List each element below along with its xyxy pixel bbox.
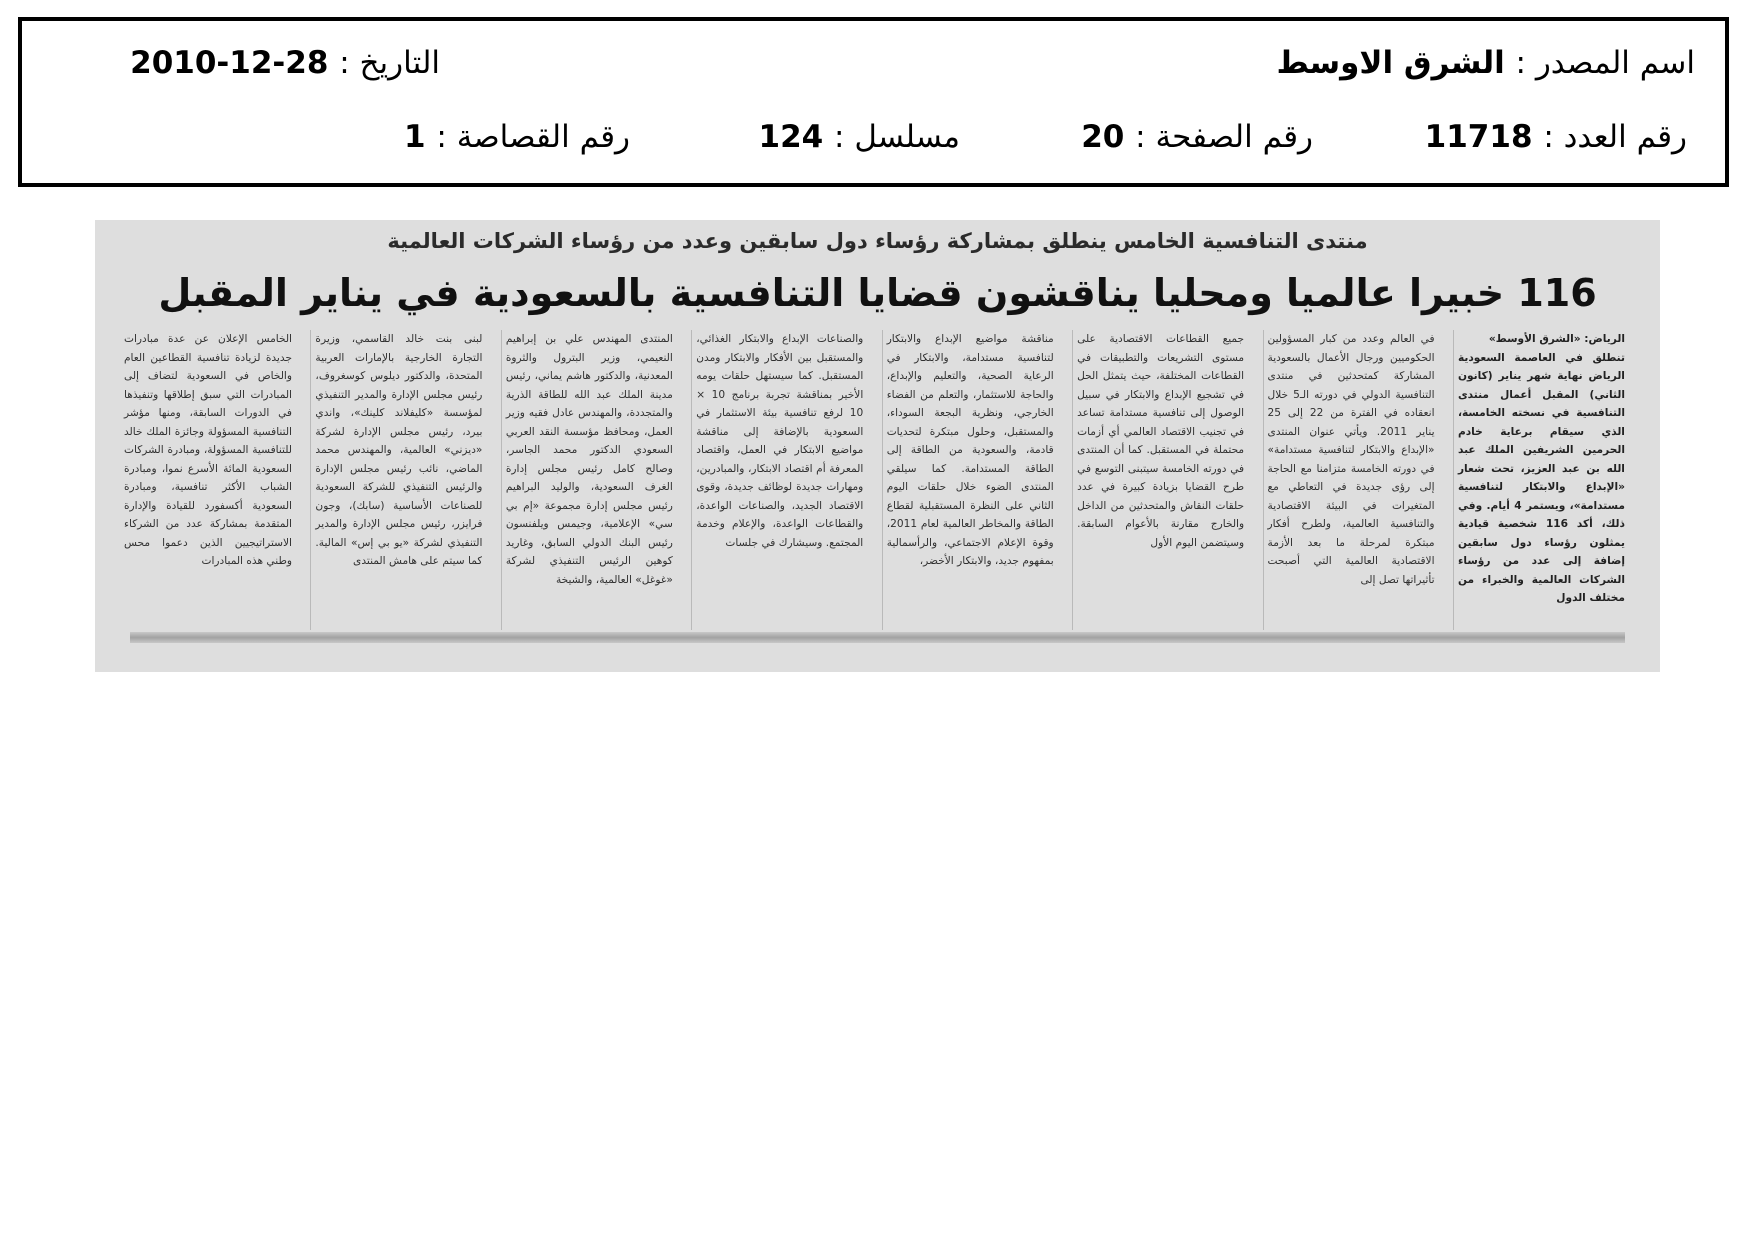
clipping-label: رقم القصاصة : xyxy=(436,119,630,155)
clipping-metadata-box xyxy=(18,17,1729,187)
page-field xyxy=(1081,117,1313,157)
clipping-field xyxy=(404,117,630,157)
article-column-text: جميع القطاعات الاقتصادية على مستوى التشريعات والتطبيقات في القطاعات المختلفة، حيث يتمثل الحل في تشجيع الإبداع والابتكار في سبيل الوصول إلى تنافسية مستدامة تساعد في تجنيب الاقتصاد العالمي أي أزمات محتملة في المستقبل. كما أن المنتدى في دورته الخامسة سيتبنى التوسع في طرح القضايا بزيادة كبيرة في عدد حلقات النقاش والمتحدثين من الداخل والخارج مقارنة بالأعوام السابقة. وسيتضمن اليوم الأول xyxy=(1077,333,1245,549)
article-column-6 xyxy=(501,330,673,630)
serial-label: مسلسل : xyxy=(834,119,960,155)
article-column-text: تنطلق في العاصمة السعودية الرياض نهاية شهر يناير (كانون الثاني) المقبل أعمال منتدى التنافسية في نسخته الخامسة، الذي سيقام برعاية خادم الحرمين الشريفين الملك عبد الله بن عبد العزيز، تحت شعار «الإبداع والابتكار لتنافسية مستدامة»، ويستمر 4 أيام. وفي ذلك، أكد 116 شخصية قيادية يمثلون رؤساء دول سابقين إضافة إلى عدد من رؤساء الشركات العالمية والخبراء من مختلف الدول xyxy=(1457,351,1625,604)
source-value: الشرق الاوسط xyxy=(1276,45,1505,81)
article-column-1 xyxy=(1453,330,1625,630)
article-column-8 xyxy=(120,330,292,630)
article-column-2 xyxy=(1263,330,1435,630)
article-column-5 xyxy=(691,330,863,630)
article-columns xyxy=(120,330,1625,630)
date-field xyxy=(130,43,440,83)
article-column-3 xyxy=(1072,330,1244,630)
issue-field xyxy=(1425,117,1687,157)
article-headline: 116 خبيرا عالميا ومحليا يناقشون قضايا التنافسية بالسعودية في يناير المقبل xyxy=(158,271,1597,315)
serial-value: 124 xyxy=(758,119,824,155)
issue-label: رقم العدد : xyxy=(1543,119,1687,155)
article-column-text: لبنى بنت خالد القاسمي، وزيرة التجارة الخارجية بالإمارات العربية المتحدة، والدكتور ديلوس كوسغروف، رئيس مجلس الإدارة والمدير التنفيذي لمؤسسة «كليفلاند كلينك»، واندي بيرد، رئيس مجلس الإدارة لشركة «ديزني» العالمية، والمهندس محمد الماضي، نائب رئيس مجلس الإدارة والرئيس التنفيذي للشركة السعودية للصناعات الأساسية (سابك)، وجون فرايزر، رئيس مجلس الإدارة والمدير التنفيذي لشركة «يو بي إس» المالية. كما سيتم على هامش المنتدى xyxy=(315,333,483,567)
article-kicker: منتدى التنافسية الخامس ينطلق بمشاركة رؤساء دول سابقين وعدد من رؤساء الشركات العالمية xyxy=(387,229,1368,253)
date-value: 28-12-2010 xyxy=(130,45,329,81)
page-label: رقم الصفحة : xyxy=(1135,119,1313,155)
article-column-7 xyxy=(310,330,482,630)
article-dateline: الرياض: «الشرق الأوسط» xyxy=(1488,333,1625,345)
source-label: اسم المصدر : xyxy=(1515,45,1695,81)
page-value: 20 xyxy=(1081,119,1125,155)
source-field xyxy=(1276,43,1695,83)
issue-value: 11718 xyxy=(1424,119,1533,155)
date-label: التاريخ : xyxy=(339,45,440,81)
serial-field xyxy=(759,117,960,157)
article-column-text: المنتدى المهندس علي بن إبراهيم النعيمي، وزير البترول والثروة المعدنية، والدكتور هاشم يماني، رئيس مدينة الملك عبد الله للطاقة الذرية والمتجددة، والمهندس عادل فقيه وزير العمل، ومحافظ مؤسسة النقد العربي السعودي الدكتور محمد الجاسر، وصالح كامل رئيس مجلس إدارة الغرف السعودية، والوليد البراهيم رئيس مجلس إدارة مجموعة «إم بي سي» الإعلامية، وجيمس ويلفنسون رئيس البنك الدولي السابق، وغاريد كوهين الرئيس التنفيذي لشركة «غوغل» العالمية، والشيخة xyxy=(505,333,673,586)
bottom-rule xyxy=(130,632,1625,643)
article-column-text: في العالم وعدد من كبار المسؤولين الحكوميين ورجال الأعمال بالسعودية المشاركة كمتحدثين في منتدى التنافسية الدولي في دورته الـ5 خلال انعقاده في الفترة من 22 إلى 25 يناير 2011. ويأتي عنوان المنتدى «الإبداع والابتكار لتنافسية مستدامة» في دورته الخامسة متزامنا مع الحاجة إلى رؤى جديدة في التعاطي مع المتغيرات في البيئة الاقتصادية والتنافسية العالمية، ولطرح أفكار مبتكرة لمرحلة ما بعد الأزمة الاقتصادية العالمية التي أصبحت تأثيراتها تصل إلى xyxy=(1267,333,1435,586)
newspaper-clipping xyxy=(95,220,1660,672)
article-column-text: والصناعات الإبداع والابتكار الغذائي، والمستقبل بين الأفكار والابتكار ومدن المستقبل. كما سيستهل حلقات يومه الأخير بمناقشة تجربة برنامج 10 × 10 لرفع تنافسية بيئة الاستثمار في السعودية بالإضافة إلى مناقشة مواضيع الابتكار في العمل، واقتصاد المعرفة أم اقتصاد الابتكار، والمبادرين، ومهارات جديدة لوظائف جديدة، وقوى الاقتصاد الجديد، والصناعات الواعدة، والقطاعات الواعدة، والإعلام وخدمة المجتمع. وسيشارك في جلسات xyxy=(696,333,864,549)
article-column-text: مناقشة مواضيع الإبداع والابتكار لتنافسية مستدامة، والابتكار في الرعاية الصحية، والتعليم والإبداع، والحاجة للاستثمار، والتعلم من الفضاء الخارجي، ونظرية البجعة السوداء، والمستقبل، وحلول مبتكرة لتحديات قادمة، والسعودية من الطاقة إلى الطاقة المستدامة. كما سيلقي المنتدى الضوء خلال حلقات اليوم الثاني على النظرة المستقبلية لقطاع الطاقة والمخاطر العالمية لعام 2011، وقوة الإعلام الاجتماعي، والرأسمالية بمفهوم جديد، والابتكار الأخضر، xyxy=(886,333,1054,567)
article-column-4 xyxy=(882,330,1054,630)
article-column-text: الخامس الإعلان عن عدة مبادرات جديدة لزيادة تنافسية القطاعين العام والخاص في السعودية لتضاف إلى المبادرات التي سبق إطلاقها وتنفيذها في الدورات السابقة، ومنها مؤشر التنافسية المسؤولة وجائزة الملك خالد للتنافسية المسؤولة، ومبادرة الشركات السعودية المائة الأسرع نموا، ومبادرة الشباب الأكثر تنافسية، ومبادرة السعودية أكسفورد للقيادة والإدارة المتقدمة بمشاركة عدد من الشركاء الاستراتيجيين الذين دعموا محس وطني هذه المبادرات xyxy=(124,333,292,567)
clipping-value: 1 xyxy=(404,119,426,155)
